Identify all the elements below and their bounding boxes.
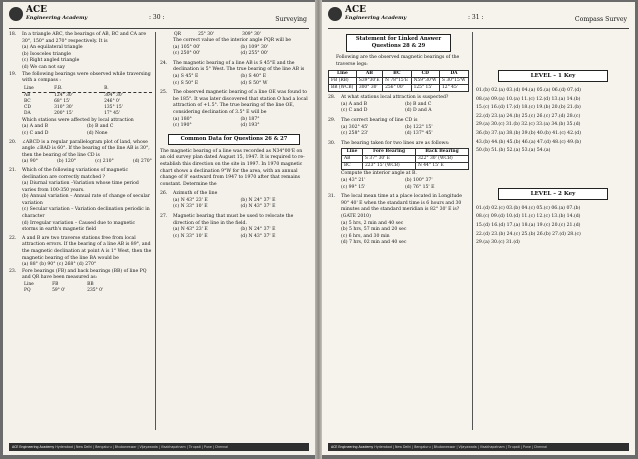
question-19: 19. The following bearings were observed while traversing with a compass : Line F.B. B. AB 124° 30' 304° 30' BC 68° 15' 246° 0' CD 310° 30' 135° 15' DA 200° 15' 17° 45' Which stations were affected by local attraction (a) A and B (b) B and C (c) C and D (d) None bbox=[9, 71, 151, 136]
question-29: 29. The correct bearing of line CD is (a) 302° 45' (b) 122° 15' (c) 258° 23' (d) 137° 45' bbox=[328, 117, 433, 137]
q23-text: The correct value of the interior angle PQR will be bbox=[173, 38, 291, 43]
level-2-key-list: 01.(d) 02.(c) 03.(b) 04.(c) 05.(c) 06.(a) 07.(b) 08.(c) 09.(d) 10.(d) 11.(c) 12.(c) 13.(b) 14.(d) 15.(d) 16.(d) 17.(a) 18.(a) 19.(c) 20.(c) 21.(d) 22.(d) 23.(b) 24.(c) 25.(b) 26.(b) 27.(d) 28.(c) 29.(a) 30.(c) 31.(d) bbox=[476, 205, 581, 246]
page-number: : 31 : bbox=[468, 14, 484, 21]
book-gutter bbox=[315, 0, 322, 459]
ace-logo-icon bbox=[9, 7, 23, 21]
logo-subtitle: Engineering Academy bbox=[26, 15, 88, 22]
ace-logo bbox=[328, 6, 406, 22]
left-header bbox=[9, 6, 309, 29]
answer-key-column bbox=[476, 32, 630, 248]
subject-title: Compass Survey bbox=[574, 16, 627, 23]
column-divider bbox=[472, 32, 473, 430]
question-22: 22. A and B are two traverse stations free from local attraction errors. If the bearing of a line AB is 89°, and the magnetic declination at point A is 1° West, then the magnetic bearing of the line BA would be (a) 88° (b) 90° (c) 268° (d) 270° bbox=[9, 235, 152, 268]
question-24: 24. The magnetic bearing of a line AB is S 45°E and the declination is 5° West. The true bearing of the line AB is (a) S 45° E (b) S 40° E (c) S 50° E (d) S 50° W bbox=[160, 60, 305, 86]
question-23: 23. Fore bearings (FB) and back bearings (BB) of line PQ and QR have been measured as: Line FB BB PQ 59° 0' 235° 0' bbox=[9, 268, 147, 293]
right-header bbox=[328, 6, 629, 29]
question-30: 30. The bearing taken for two lines are as follows: Line Fore Bearing Back Bearing AB S 37° 30' E 322° 30' (WCB) BC 223° 15' (WCB) N 44° 15' E Compute the interior angle at B. (a) 43° 21' (b) 100° 37' (c) 99° 15' (d) 76° 15' E bbox=[328, 141, 469, 191]
level-1-key-heading: LEVEL – 1 Key bbox=[498, 70, 608, 82]
common-data-heading: Common Data for Questions 26 & 27 bbox=[168, 134, 300, 145]
question-26: 26. Azimuth of the line (a) N 43° 23' E (b) N 24° 37' E (c) N 33° 10' E (d) N 43° 37' E bbox=[160, 191, 276, 210]
left-page bbox=[3, 2, 315, 455]
question-31: 31. The local mean time at a place located in Longitude 90° 40' E when the standard time is 6 hours and 30 minutes and the standard meridian is 82° 30' E is? (GATE 2010) (a) 5 hrs, 2 min and 40 sec (b) 5 hrs, 57 min and 20 sec (c) 6 hrs, and 30 min (d) 7 hrs, 02 min and 40 sec bbox=[328, 194, 462, 246]
right-footer: ACE Engineering Academy Hyderabad | New Delhi | Bengaluru | Bhubaneswar | Vijayawada | Visakhapatnam | Tirupati | Pune | Chennai bbox=[328, 443, 629, 451]
right-page bbox=[322, 2, 635, 455]
level-1-key-list: 01.(b) 02.(a) 03.(d) 04.(a) 05.(a) 06.(d) 07.(d) 08.(a) 09.(a) 10.(a) 11.(c) 12.(d) 13.(a) 14.(b) 15.(c) 16.(d) 17.(d) 18.(c) 19.(b) 20.(b) 21.(b) 22.(d) 23.(a) 24.(b) 25.(c) 26.(c) 27.(d) 28.(c) 29.(a) 30.(c) 31.(b) 32.(c) 33.(a) 34.(b) 35.(d) 36.(b) 37.(a) 38.(b) 39.(b) 40.(b) 41.(c) 42.(d) 43.(b) 44.(b) 45.(b) 46.(a) 47.(d) 48.(c) 49.(b) 50.(b) 51.(b) 52.(a) 53.(a) 54.(a) bbox=[476, 88, 582, 154]
two-line-bearing-table: Line Fore Bearing Back Bearing AB S 37° 30' E 322° 30' (WCB) BC 223° 15' (WCB) N 44° 15' E bbox=[341, 148, 469, 170]
traverse-bearing-table: Line AB BC CD DA FB (RB) S39°30'E N 78°15'E N59°30'W S 30°15'W BB (WCB) 300° 30' 256° 00' 125° 15' 12° 45' bbox=[328, 70, 469, 92]
ace-logo-icon bbox=[328, 7, 342, 21]
question-28: 28. At what stations local attraction is suspected? (a) A and B (b) B and C (c) C and D (d) D and A bbox=[328, 95, 449, 114]
question-27: 27. Magnetic bearing that must be used to relocate the direction of the line in the field. (a) N 43° 23' E (b) N 24° 37' E (c) N 33° 10' E (d) N 43° 37' E bbox=[160, 214, 294, 239]
left-footer: ACE Engineering Academy Hyderabad | New Delhi | Bengaluru | Bhubaneswar | Vijayawada | Visakhapatnam | Tirupati | Pune | Chennai bbox=[9, 443, 309, 451]
left-column bbox=[328, 32, 469, 247]
subject-title: Surveying bbox=[275, 16, 307, 23]
question-18: 18. In a triangle ABC, the bearings of AB, BC and CA are 30°, 150° and 270° respectively. It is (a) An equilateral triangle (b) Isosceles triangle (c) Right angled triangle (d) We can not say bbox=[9, 32, 147, 70]
ace-logo bbox=[9, 6, 87, 22]
fb-bb-table-cont: QR 25° 30' 309° 30' bbox=[174, 32, 261, 37]
q23-options: (a) 105° 00' (b) 109° 30' (c) 250° 00' (d) 255° 00' bbox=[173, 44, 269, 57]
common-data-text: The magnetic bearing of a line was recorded as N34°00'E on an old survey plan dated August 15, 1947. It is required to re-establish this direction on the site in 1997. In 1970 magnetic chart shows a declination 9°W for the area, with an annual change of 8' eastward from 1947 to 1970 after that remains constant. Determine the bbox=[160, 148, 305, 187]
linked-answer-heading: Statement for Linked Answer Questions 28 & 29 bbox=[346, 34, 451, 52]
question-21: 21. Which of the following variations of magnetic declination are correctly matched ? (a) Diurnal variation –Variation whose time period varies from 100-350 years. (b) Annual variation – Annual rate of change of secular variation (c) Secular variation – Variation declination periodic in character (d) Irregular variation – Caused due to magnetic storms in earth's magnetic field bbox=[9, 167, 150, 233]
question-20: 20. ∠ABCD is a regular parallelogram plot of land, whose angle ∠BAD is 60°. If the bearing of the line AB is 30°, then the bearing of the line CD is (a) 90° (b) 120° (c) 210° (d) 270° bbox=[9, 139, 152, 165]
bearing-table: Line F.B. B. AB 124° 30' 304° 30' BC 68° 15' 246° 0' CD 310° 30' 135° 15' DA 200° 15' 17° 45' bbox=[22, 86, 152, 117]
level-2-key-heading: LEVEL – 2 Key bbox=[498, 188, 608, 200]
logo-title: ACE bbox=[345, 5, 367, 15]
page-number: : 30 : bbox=[149, 14, 165, 21]
logo-subtitle: Engineering Academy bbox=[345, 15, 407, 22]
linked-text: Following are the observed magnetic bearings of the traverse legs: bbox=[336, 55, 460, 67]
question-25: 25. The observed magnetic bearing of a line OE was found to be 185°. It was later discovered that station O had a local attraction of +1.5°. The true bearing of the line OE, considering declination of 3.5° E will be (a) 180° (b) 187° (c) 190° (d) 193° bbox=[160, 90, 308, 129]
logo-title: ACE bbox=[26, 5, 48, 15]
left-column bbox=[9, 32, 152, 294]
right-column bbox=[160, 32, 308, 240]
column-divider bbox=[155, 32, 156, 430]
fb-bb-table: Line FB BB PQ 59° 0' 235° 0' bbox=[24, 282, 104, 293]
